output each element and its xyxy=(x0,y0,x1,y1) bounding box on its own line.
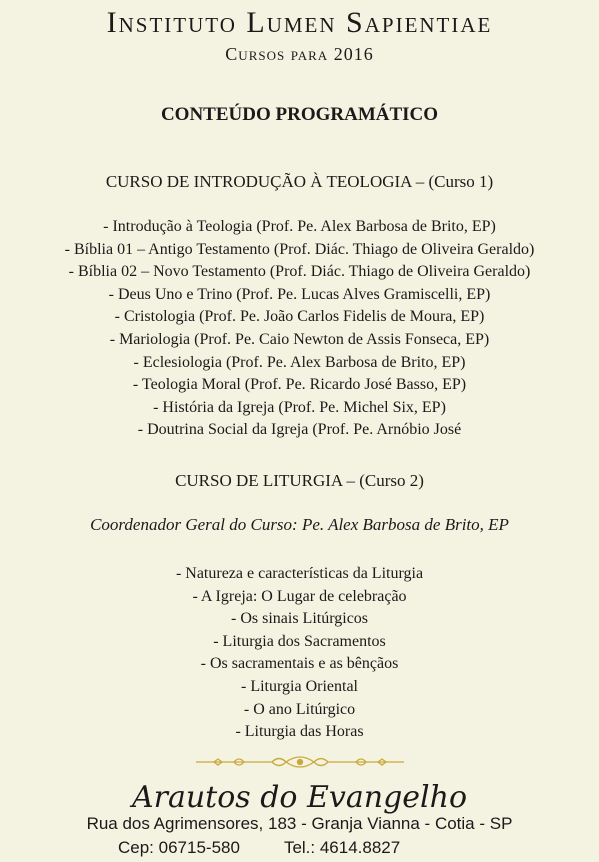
course-2-subject-list xyxy=(0,563,599,744)
list-item: - Teologia Moral (Prof. Pe. Ricardo José Basso, EP) xyxy=(132,376,467,394)
list-item: - Mariologia (Prof. Pe. Caio Newton de Assis Fonseca, EP) xyxy=(109,330,490,348)
list-item: - História da Igreja (Prof. Pe. Michel Six, EP) xyxy=(153,398,446,416)
list-item: - Liturgia das Horas xyxy=(235,723,364,741)
phone-number: Tel.: 4614.8827 xyxy=(283,838,401,857)
list-item: - Os sinais Litúrgicos xyxy=(230,610,369,628)
address-line: Rua dos Agrimensores, 183 - Granja Vianna - Cotia - SP xyxy=(86,814,513,833)
list-item: - Bíblia 01 – Antigo Testamento (Prof. Diác. Thiago de Oliveira Geraldo) xyxy=(64,240,535,258)
courses-subtitle: Cursos para 2016 xyxy=(225,44,374,64)
course-2-title: CURSO DE LITURGIA – (Curso 2) xyxy=(175,471,424,490)
institute-title: Instituto Lumen Sapientiae xyxy=(106,6,493,39)
list-item: - A Igreja: O Lugar de celebração xyxy=(192,587,407,605)
course-2-coordinator: Coordenador Geral do Curso: Pe. Alex Barbosa de Brito, EP xyxy=(90,515,509,534)
program-content-heading: CONTEÚDO PROGRAMÁTICO xyxy=(160,104,439,125)
list-item: - Liturgia dos Sacramentos xyxy=(213,632,386,650)
course-1-title: CURSO DE INTRODUÇÃO À TEOLOGIA – (Curso 1) xyxy=(105,172,494,191)
contact-line xyxy=(118,838,400,858)
list-item: - Liturgia Oriental xyxy=(241,677,358,695)
postal-code: Cep: 06715-580 xyxy=(118,838,240,857)
list-item: - Introdução à Teologia (Prof. Pe. Alex Barbosa de Brito, EP) xyxy=(103,218,496,235)
list-item: - Cristologia (Prof. Pe. João Carlos Fidelis de Moura, EP) xyxy=(114,308,485,326)
list-item: - Bíblia 02 – Novo Testamento (Prof. Diác. Thiago de Oliveira Geraldo) xyxy=(68,263,531,281)
list-item: - Natureza e características da Liturgia xyxy=(175,565,424,582)
ornamental-divider-icon xyxy=(194,752,406,772)
list-item: - Eclesiologia (Prof. Pe. Alex Barbosa de Brito, EP) xyxy=(133,353,466,371)
list-item: - Os sacramentais e as bênçãos xyxy=(200,655,399,673)
list-item: - O ano Litúrgico xyxy=(243,700,356,718)
course-1-subject-list xyxy=(0,216,599,442)
list-item: - Deus Uno e Trino (Prof. Pe. Lucas Alves Gramiscelli, EP) xyxy=(108,285,491,303)
list-item: - Doutrina Social da Igreja (Prof. Pe. Arnóbio José xyxy=(137,421,462,439)
signature-logotype: Arautos do Evangelho xyxy=(131,780,468,815)
